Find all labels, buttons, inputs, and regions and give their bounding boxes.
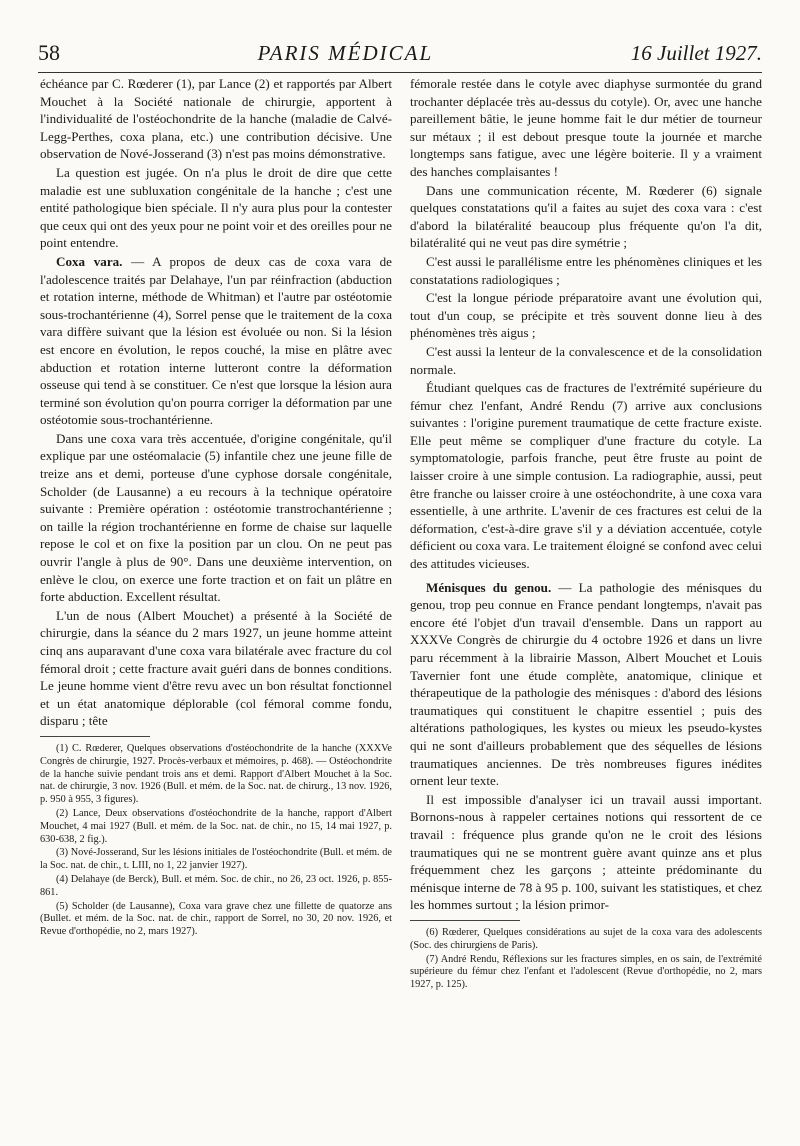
footnote: (3) Nové-Josserand, Sur les lésions initiales de l'ostéochondrite (Bull. et mém. de la Soc. nat. de chir., t. LIII, no 1, 22 janvier 1927).: [40, 847, 392, 872]
journal-title: PARIS MÉDICAL: [257, 41, 434, 65]
paragraph: Dans une coxa vara très accentuée, d'origine congénitale, qu'il explique par une ostéomalacie (5) infantile chez une jeune fille de treize ans et demi, porteuse d'une cyphose dorsale congénitale, Scholder (de Lausanne) a eu recours à la technique opératoire suivante : Première opération : ostéotomie transtrochantérienne ; on taille la région trochantérienne en forme de chaise sur laquelle repose le col et on fixe la position par un clou. On ne peut pas ouvrir l'angle à plus de 90°. Dans une deuxième intervention, on enlève le clou, on exerce une forte traction et on fait un plâtre en forte abduction. Excellent résultat.: [40, 430, 392, 605]
paragraph: C'est aussi la lenteur de la convalescence et de la consolidation normale.: [410, 343, 762, 377]
footnote-rule: [410, 920, 520, 921]
paragraph: Il est impossible d'analyser ici un travail aussi important. Bornons-nous à rappeler certaines notions qui ressortent de ce travail : fréquence plus grande qu'on ne le croit des lésions traumatiques qui ne se montrent guère avant quinze ans et plus fréquemment chez les garçons ; atteinte prédominante du ménisque interne de 78 à 95 p. 100, suivant les statistiques, et chez les hommes surtout ; la lésion primor-: [410, 791, 762, 913]
footnote: (1) C. Rœderer, Quelques observations d'ostéochondrite de la hanche (XXXVe Congrès de chirurgie, 1927. Procès-verbaux et mémoires, p. 468). — Ostéochondrite de la hanche suivie pendant trois ans et demi. Rapport d'Albert Mouchet à la Soc. nat. de chirurgie, 3 nov. 1926 (Bull. et mém. de la Soc. nat. de chirurg., 13 nov. 1926, p. 950 à 955, 3 figures).: [40, 742, 392, 806]
footnote: (7) André Rendu, Réflexions sur les fractures simples, en os sain, de l'extrémité supérieure du fémur chez l'enfant et l'adolescent (Revue d'orthopédie, no 2, mars 1927, p. 125).: [410, 953, 762, 991]
paragraph: La question est jugée. On n'a plus le droit de dire que cette maladie est une subluxation congénitale de la hanche ; c'est une entité pathologique bien spéciale. Il n'y aura plus pour la contester que ceux qui ont des yeux pour ne point voir et des oreilles pour ne point entendre.: [40, 164, 392, 251]
section-coxa-vara: [40, 253, 392, 429]
paragraph: Dans une communication récente, M. Rœderer (6) signale quelques constatations qu'il a faites au sujet des coxa vara : c'est d'abord la bilatéralité beaucoup plus fréquente qu'on l'a dit, bilatéralité qui ne veut pas dire symétrie ;: [410, 182, 762, 251]
footnote-rule: [40, 736, 150, 737]
footnote: (6) Rœderer, Quelques considérations au sujet de la coxa vara des adolescents (Soc. des chirurgiens de Paris).: [410, 926, 762, 951]
footnote: (2) Lance, Deux observations d'ostéochondrite de la hanche, rapport d'Albert Mouchet, 4 mai 1927 (Bull. et mém. de la Soc. nat. de chir., no 15, 14 mai 1927, p. 630-638, 2 fig.).: [40, 807, 392, 845]
section-heading: Coxa vara.: [56, 253, 123, 269]
section-menisques: [410, 579, 762, 790]
paragraph: L'un de nous (Albert Mouchet) a présenté à la Société de chirurgie, dans la séance du 2 mars 1927, un jeune homme atteint cinq ans auparavant d'une coxa vara bilatérale avec fracture du col fémoral droit ; cette fracture avait guéri dans de bonnes conditions. Le jeune homme vient d'être revu avec un bon résultat fonctionnel et un état anatomique déplorable (col fémoral comme fondu, disparu ; tête: [40, 607, 392, 729]
left-column: [40, 75, 392, 939]
issue-date: 16 Juillet 1927.: [630, 41, 762, 65]
page-header: [38, 40, 762, 68]
page-number: 58: [38, 40, 60, 65]
section-heading: Ménisques du genou.: [426, 579, 552, 595]
right-column: [410, 75, 762, 992]
paragraph: fémorale restée dans le cotyle avec diaphyse surmontée du grand trochanter déplacée très au-dessus du cotyle). Or, avec une hanche pareillement bâtie, le jeune homme fait le dur métier de tourneur sur métaux ; il est debout presque toute la journée et marche longtemps sans fatigue, avec une légère boiterie. Il y a vraiment des hanches complaisantes !: [410, 76, 762, 179]
footnote: (4) Delahaye (de Berck), Bull. et mém. Soc. de chir., no 26, 23 oct. 1926, p. 855-861.: [40, 873, 392, 898]
paragraph-text: — La pathologie des ménisques du genou, trop peu connue en France pendant longtemps, n'avait pas encore été l'objet d'un travail d'ensemble. Dans un rapport au XXXVe Congrès de chirurgie du 4 octobre 1926 et dans un livre paru récemment à la librairie Masson, Albert Mouchet et Louis Tavernier font une étude complète, anatomique, clinique et thérapeutique de la pathologie des ménisques : d'abord des lésions traumatiques qui constituent le chapitre essentiel ; puis des altérations pathologiques, les kystes ou mieux les pseudo-kystes qui ne sont d'ailleurs probablement que des séquelles de lésions traumatiques anciennes. De très nombreuses figures inédites ornent leur texte.: [410, 579, 762, 789]
footnote: (5) Scholder (de Lausanne), Coxa vara grave chez une fillette de quatorze ans (Bullet. et mém. de la Soc. nat. de chir., rapport de Sorrel, no 30, 20 nov. 1926, et Revue d'orthopédie, no 2, mars 1927).: [40, 900, 392, 938]
paragraph: C'est la longue période préparatoire avant une évolution qui, tout d'un coup, se précipite et très souvent donne lieu à des phénomènes très aigus ;: [410, 290, 762, 341]
paragraph: C'est aussi le parallélisme entre les phénomènes cliniques et les constatations radiologiques ;: [410, 253, 762, 287]
paragraph: échéance par C. Rœderer (1), par Lance (2) et rapportés par Albert Mouchet à la Société nationale de chirurgie, apportent à l'individualité de l'ostéochondrite de la hanche (maladie de Calvé-Legg-Perthes, coxa plana, etc.) une contribution décisive. Une observation de Nové-Josserand (3) n'est pas moins démonstrative.: [40, 76, 392, 162]
paragraph-text: — A propos de deux cas de coxa vara de l'adolescence traités par Delahaye, l'un par réinfraction (abduction et rotation interne, méthode de Whitman) et l'autre par ostéotomie sous-trochantérienne (4), Sorrel pense que le traitement de la coxa vara diffère suivant que la lésion est évoluée ou non. Si la lésion est encore en évolution, le repos couché, la mise en plâtre avec abduction et rotation interne lutteront contre la déformation osseuse qui tend à se constituer. Ce n'est que lorsque la lésion aura terminé son évolution qu'on pourra corriger la déformation par une ostéotomie sous-trochantérienne.: [40, 253, 392, 428]
paragraph: Étudiant quelques cas de fractures de l'extrémité supérieure du fémur chez l'enfant, André Rendu (7) arrive aux conclusions suivantes : l'origine purement traumatique de cette fracture existe. Elle peut même se compliquer d'une fracture du cotyle. La symptomatologie, parfois franche, peut être fruste au point de laisser croire à une simple contusion. La radiographie, aussi, peut être franche ou laisser croire à une ostéochondrite, à une coxa vara essentielle, à une arthrite. L'avenir de ces fractures est celui de la déformation, c'est-à-dire grave s'il y a déviation accentuée, cotyle déficient ou coxa vara. Le traitement éloigné se confond avec celui des attitudes vicieuses.: [410, 380, 762, 572]
header-rule: [38, 72, 762, 73]
